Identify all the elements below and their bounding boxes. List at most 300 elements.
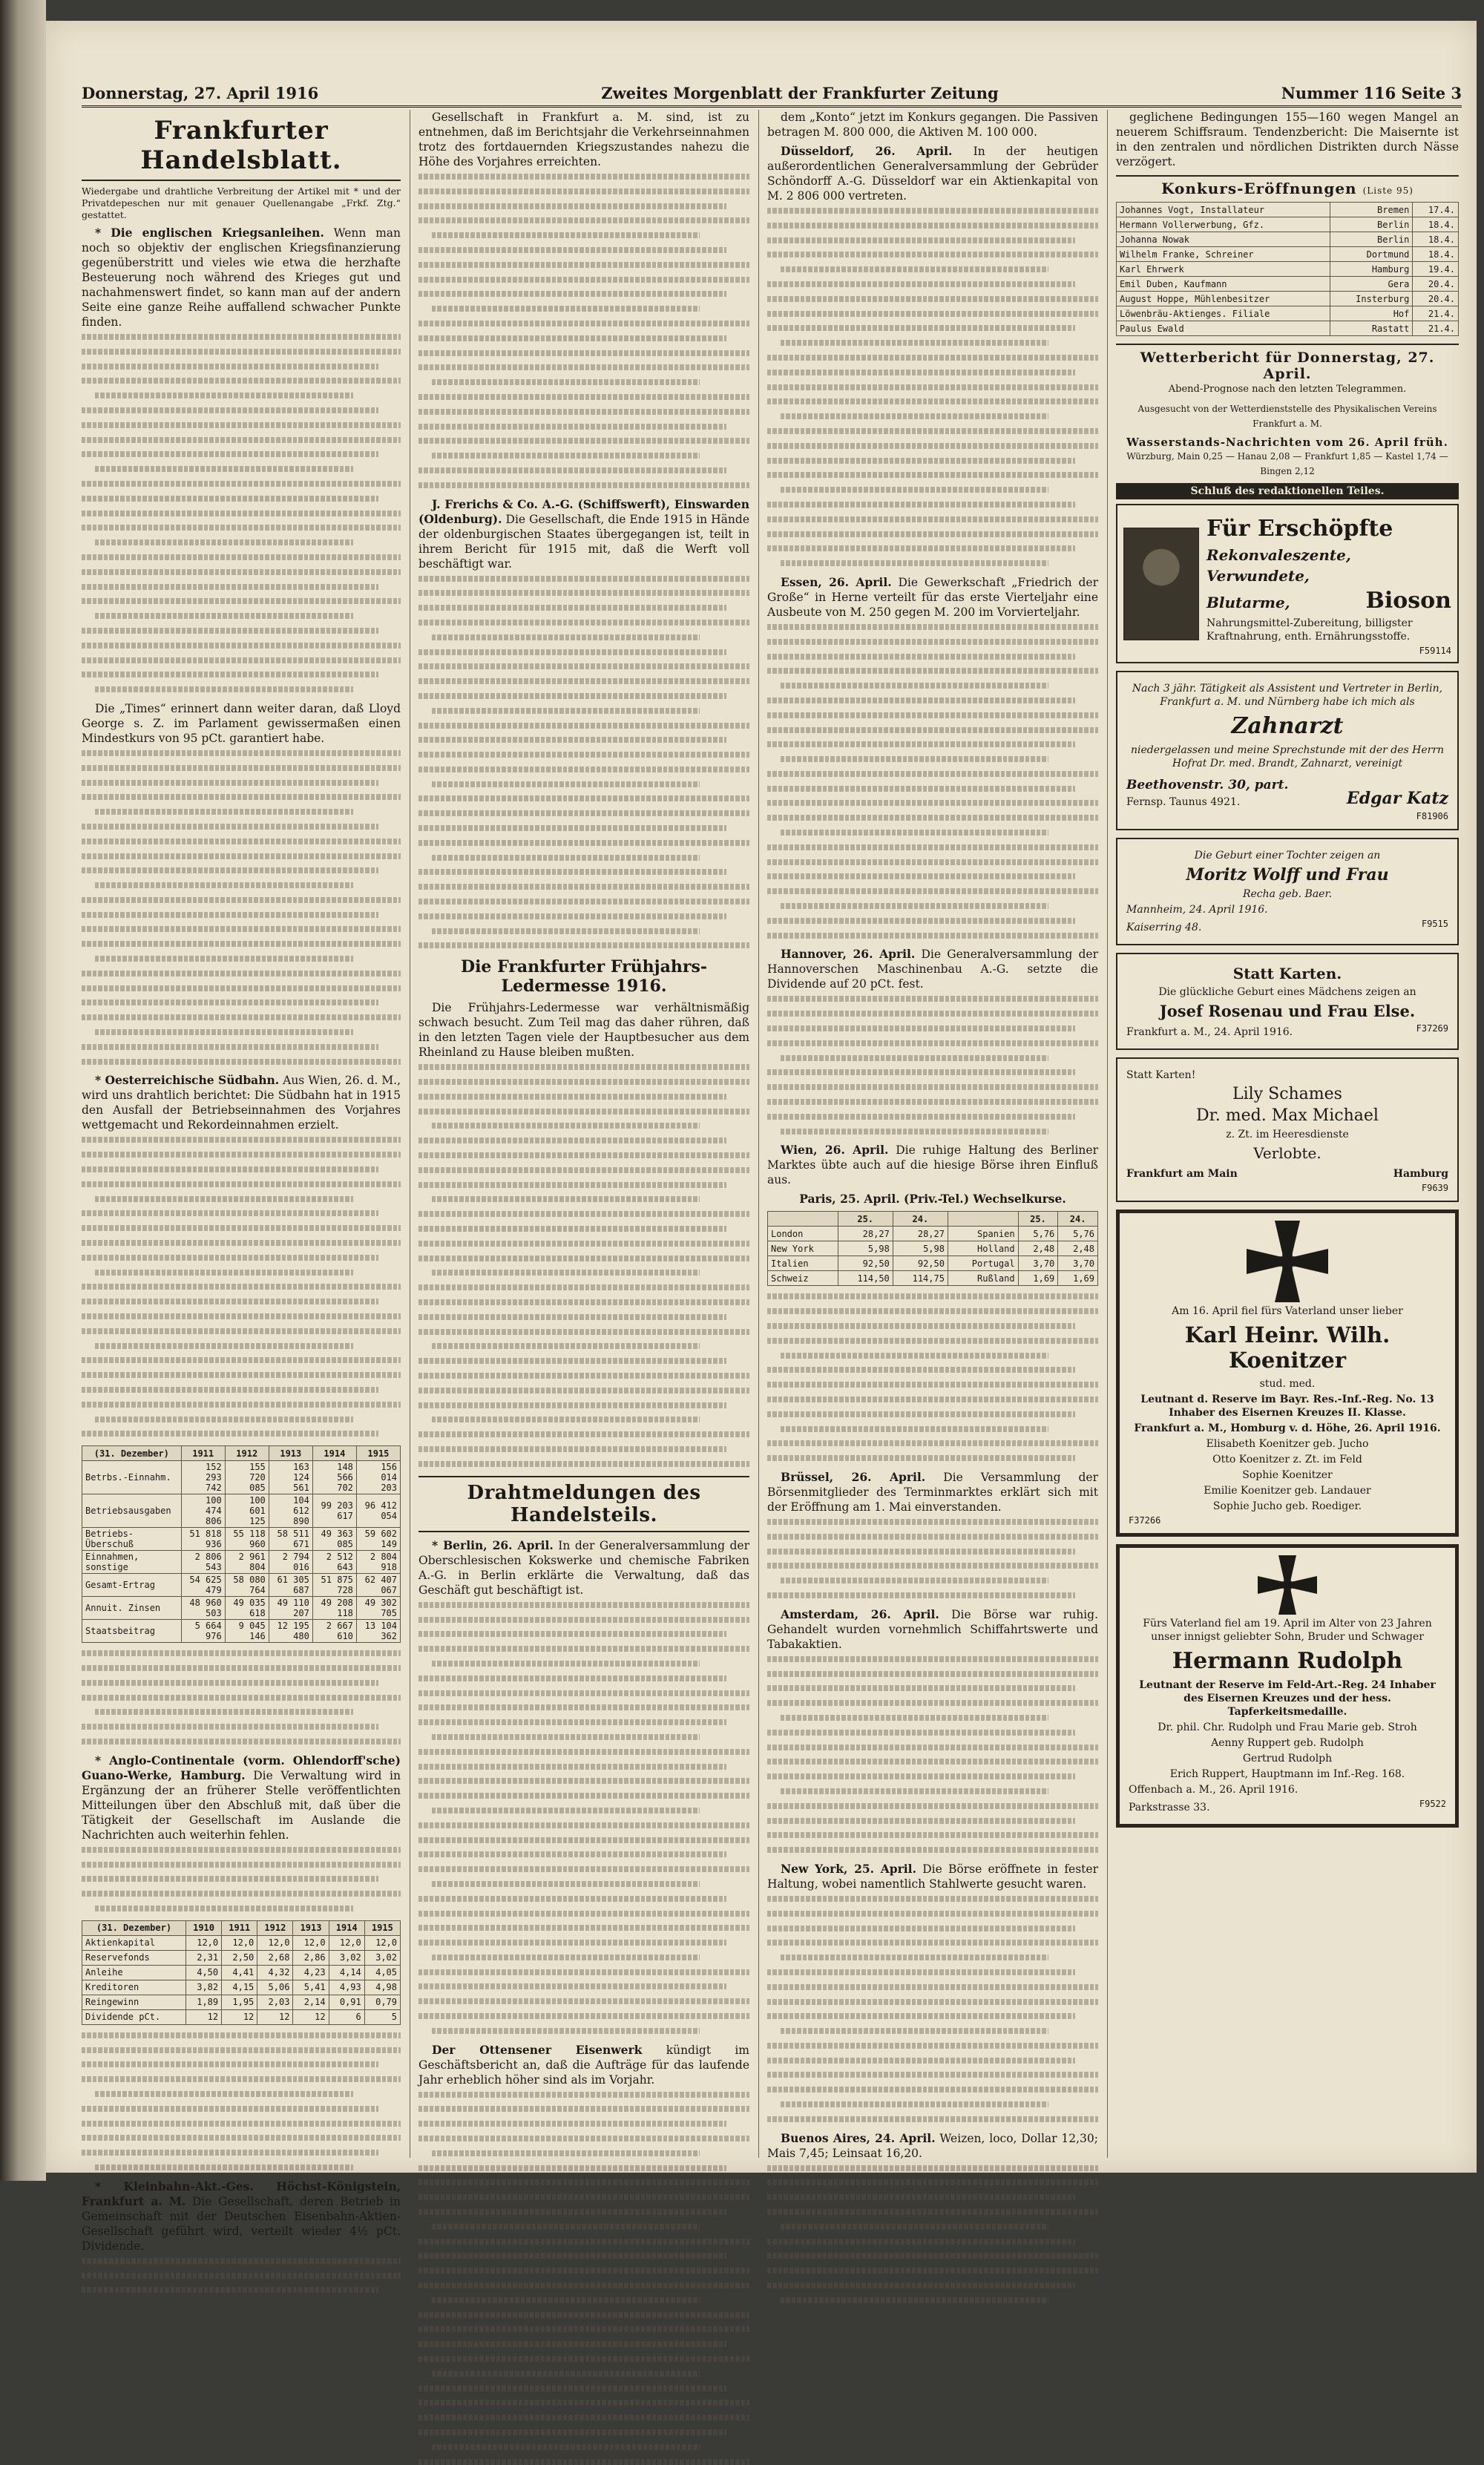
table-cell: 12,0	[257, 1935, 293, 1950]
table-cell: 2 667 610	[312, 1620, 356, 1643]
table-cell: 155 720 085	[225, 1461, 269, 1494]
article-headline: J. Frerichs & Co. A.-G. (Schiffswerft), Einswarden (Oldenburg).	[418, 496, 749, 526]
article-paragraph	[82, 1073, 401, 1132]
table-row	[1117, 306, 1459, 321]
article-paragraph	[767, 947, 1098, 991]
masthead-page: Nummer 116 Seite 3	[1281, 83, 1462, 102]
table-cell: 3,70	[1018, 1256, 1058, 1271]
table-cell: August Hoppe, Mühlenbesitzer	[1117, 292, 1330, 306]
table-cell: 4,50	[186, 1965, 221, 1980]
table-cell: 61 305 687	[269, 1574, 312, 1597]
article-text: Die Generalversammlung der Hannoverschen Maschinenbau A.-G. setzte die Dividende auf 20 pCt. fest.	[767, 948, 1098, 991]
table-cell: 49 208 118	[312, 1597, 356, 1620]
table-cell: Löwenbräu-Aktienges. Filiale	[1117, 306, 1330, 321]
text-block	[82, 2032, 401, 2170]
column-3	[767, 110, 1098, 2158]
bioson-ad	[1116, 504, 1459, 663]
engagement-announcement	[1116, 1057, 1459, 1202]
table-cell: 5,76	[1058, 1227, 1098, 1241]
table-cell: 100 601 125	[225, 1494, 269, 1528]
table-cell: 4,93	[329, 1980, 364, 1995]
table-cell: 19.4.	[1413, 262, 1459, 277]
table-cell: 163 124 561	[269, 1461, 312, 1494]
table-header-cell: 1915	[364, 1920, 400, 1935]
ad-name: Karl Heinr. Wilh. Koenitzer	[1184, 1322, 1391, 1373]
table-cell: 6	[329, 2009, 364, 2024]
table-cell: 5,98	[893, 1241, 948, 1256]
article-paragraph	[82, 2179, 401, 2254]
table-cell: 4,23	[293, 1965, 329, 1980]
table-cell: Paulus Ewald	[1117, 321, 1330, 336]
table-cell: Betriebs-Überschuß	[82, 1528, 182, 1551]
ad-code: F9522	[1419, 1799, 1446, 1809]
table-header-cell: 25.	[838, 1212, 893, 1227]
table-cell: 2,68	[257, 1950, 293, 1965]
table-header-cell: 24.	[893, 1212, 948, 1227]
table-cell: 12,0	[222, 1935, 257, 1950]
table-row	[768, 1271, 1098, 1286]
table-cell: Dividende pCt.	[82, 2009, 186, 2024]
weather-section	[1116, 344, 1459, 479]
table-cell: Johanna Nowak	[1117, 232, 1330, 247]
table-cell: Aktienkapital	[82, 1935, 186, 1950]
text-block	[767, 996, 1098, 1134]
article-headline: Amsterdam, 26. April.	[781, 1606, 939, 1621]
table-cell: 2 806 543	[181, 1551, 225, 1574]
article-paragraph	[767, 1607, 1098, 1652]
table-cell: 99 203 617	[312, 1494, 356, 1528]
article-headline: * Oesterreichische Südbahn.	[95, 1073, 280, 1088]
table-cell: 104 612 890	[269, 1494, 312, 1528]
article-paragraph	[767, 1862, 1098, 1891]
table-cell: Karl Ehrwerk	[1117, 262, 1330, 277]
table-cell: 3,82	[186, 1980, 221, 1995]
text-block	[82, 1137, 401, 1437]
table-cell: 0,79	[364, 1995, 400, 2009]
table-cell: Hof	[1330, 306, 1413, 321]
ad-text: Nach 3 jähr. Tätigkeit als Assistent und Vertreter in Berlin, Frankfurt a. M. und Nürnberg habe ich mich als	[1132, 683, 1443, 708]
ad-text: Am 16. April fiel fürs Vaterland unser lieber	[1172, 1305, 1403, 1317]
article-paragraph	[82, 226, 401, 329]
exchange-rate-table	[767, 1211, 1098, 1286]
table-cell: 12,0	[293, 1935, 329, 1950]
ad-rank: z. Zt. im Heeresdienste	[1226, 1129, 1349, 1140]
text-block	[418, 1602, 749, 2034]
table-header-cell: 1914	[329, 1920, 364, 1935]
article-headline: * Die englischen Kriegsanleihen.	[95, 226, 324, 240]
article-text: Wenn man noch so objektiv der englischen Kriegsfinanzierung gegenüberstritt und vieles wie etwa die herzhafte Besteuerung noch während des Krieges gut und nachahmenswert findet, so kann man auf der andern Seite eine ganze Reihe auffallend schwacher Punkte finden.	[82, 226, 401, 329]
ad-place: Offenbach a. M., 26. April 1916.	[1129, 1784, 1298, 1796]
table-cell: Emil Duben, Kaufmann	[1117, 277, 1330, 292]
ad-code: F37269	[1416, 1023, 1448, 1034]
article-paragraph	[767, 144, 1098, 203]
table-cell: Bremen	[1330, 203, 1413, 217]
table-cell: 156 014 203	[356, 1461, 400, 1494]
ad-family: Erich Ruppert, Hauptmann im Inf.-Reg. 168.	[1169, 1768, 1405, 1780]
table-header-cell: (31. Dezember)	[82, 1920, 186, 1935]
table-cell: 3,70	[1058, 1256, 1098, 1271]
table-cell: 1,69	[1058, 1271, 1098, 1286]
article-text: Die Versammlung der Börsenmitglieder des Terminmarktes erklärt sich mit der Eröffnung am 1. Mai einverstanden.	[767, 1470, 1098, 1514]
ad-text: Die Geburt einer Tochter zeigen an	[1194, 850, 1381, 861]
financial-table	[82, 1920, 401, 2025]
ad-text: Die glückliche Geburt eines Mädchens zeigen an	[1158, 986, 1416, 998]
konkurs-title: Konkurs-Eröffnungen	[1161, 180, 1357, 197]
table-cell: Gesamt-Ertrag	[82, 1574, 182, 1597]
table-header-row	[768, 1212, 1098, 1227]
table-cell: 0,91	[329, 1995, 364, 2009]
ad-family: Sophie Koenitzer	[1242, 1469, 1333, 1481]
table-cell: 5 664 976	[181, 1620, 225, 1643]
table-row	[1117, 232, 1459, 247]
table-cell: 21.4.	[1413, 306, 1459, 321]
table-cell: Anleihe	[82, 1965, 186, 1980]
editorial-end-banner: Schluß des redaktionellen Teiles.	[1116, 483, 1459, 499]
text-block	[82, 750, 401, 1065]
table-cell: 4,41	[222, 1965, 257, 1980]
table-header-row	[82, 1446, 401, 1461]
article-paragraph	[767, 2131, 1098, 2161]
table-header-cell: 1910	[186, 1920, 221, 1935]
ad-names: Moritz Wolff und Frau	[1186, 865, 1389, 884]
article-headline: Hannover, 26. April.	[781, 947, 916, 962]
article-paragraph	[767, 1470, 1098, 1514]
column-rule	[758, 110, 759, 2158]
table-cell: 2,50	[222, 1950, 257, 1965]
table-cell: Rußland	[948, 1271, 1018, 1286]
table-cell: 49 302 705	[356, 1597, 400, 1620]
table-cell: Gera	[1330, 277, 1413, 292]
table-cell: 1,69	[1018, 1271, 1058, 1286]
ad-line: Blutarme,	[1206, 594, 1290, 611]
table-row	[768, 1227, 1098, 1241]
article-text: Die ruhige Haltung des Berliner Marktes übte auch auf die hiesige Börse ihren Einfluß aus.	[767, 1143, 1098, 1187]
table-header-cell: 24.	[1058, 1212, 1098, 1227]
ad-code: F81906	[1416, 811, 1448, 821]
article-headline: Buenos Aires, 24. April.	[781, 2130, 936, 2145]
table-cell: Kreditoren	[82, 1980, 186, 1995]
article-text: Die Börse war ruhig. Gehandelt wurden vornehmlich Schiffahrtswerte und Tabakaktien.	[767, 1607, 1098, 1651]
ad-street: Parkstrasse 33.	[1129, 1802, 1210, 1814]
table-cell: 58 511 671	[269, 1528, 312, 1551]
table-cell: Betriebsausgaben	[82, 1494, 182, 1528]
text-block	[767, 208, 1098, 566]
ad-phone: Fernsp. Taunus 4921.	[1126, 796, 1241, 808]
article-headline: Wien, 26. April.	[781, 1143, 889, 1158]
table-cell: 4,14	[329, 1965, 364, 1980]
text-block	[418, 2092, 749, 2465]
table-row	[1117, 321, 1459, 336]
table-cell: 62 407 067	[356, 1574, 400, 1597]
ad-rank: Leutnant der Reserve im Feld-Art.-Reg. 24 Inhaber des Eisernen Kreuzes und der hess. Tapferkeitsmedaille.	[1139, 1679, 1436, 1718]
table-cell: 18.4.	[1413, 232, 1459, 247]
table-cell: Insterburg	[1330, 292, 1413, 306]
table-cell: 2 804 918	[356, 1551, 400, 1574]
ad-subtext: stud. med.	[1259, 1378, 1316, 1390]
ad-names: Josef Rosenau und Frau Else.	[1159, 1002, 1416, 1020]
article-paragraph: Die Frühjahrs-Ledermesse war verhältnismäßig schwach besucht. Zum Teil mag das daher rühren, daß in den letzten Tagen viele der Hauptbesucher aus dem Rheinland zu Hause bleiben mußten.	[418, 1001, 749, 1060]
table-cell: 28,27	[893, 1227, 948, 1241]
table-row	[1117, 262, 1459, 277]
table-cell: Reservefonds	[82, 1950, 186, 1965]
table-cell: Reingewinn	[82, 1995, 186, 2009]
table-cell: Schweiz	[768, 1271, 838, 1286]
table-cell: 2 961 804	[225, 1551, 269, 1574]
section-heading: Frankfurter Handelsblatt.	[82, 116, 401, 181]
table-row	[82, 1461, 401, 1494]
table-row	[1117, 203, 1459, 217]
article-text: Die Gewerkschaft „Friedrich der Große“ in Herne verteilt für das erste Vierteljahr eine Ausbeute von M. 250 gegen M. 200 im Vorvierteljahr.	[767, 575, 1098, 619]
table-header-cell: 1913	[269, 1446, 312, 1461]
table-row	[82, 1980, 401, 1995]
konkurs-subtitle: (Liste 95)	[1362, 186, 1414, 196]
text-block	[418, 174, 749, 488]
article-paragraph	[767, 1143, 1098, 1187]
ad-place: Mannheim, 24. April 1916.	[1126, 904, 1268, 916]
table-cell: 49 035 618	[225, 1597, 269, 1620]
konkurs-table	[1116, 202, 1459, 336]
table-cell: 2,14	[293, 1995, 329, 2009]
table-cell: 18.4.	[1413, 247, 1459, 262]
table-header-cell: 1912	[257, 1920, 293, 1935]
ad-title: Für Erschöpfte	[1206, 516, 1393, 542]
table-row	[82, 1574, 401, 1597]
table-cell: 49 363 085	[312, 1528, 356, 1551]
table-cell: 96 412 054	[356, 1494, 400, 1528]
article-paragraph	[767, 575, 1098, 620]
table-cell: 48 960 503	[181, 1597, 225, 1620]
table-cell: 2,48	[1018, 1241, 1058, 1256]
iron-cross-icon	[1247, 1221, 1328, 1302]
ad-code: F37266	[1129, 1515, 1161, 1526]
table-cell: 49 110 207	[269, 1597, 312, 1620]
ad-text: Fürs Vaterland fiel am 19. April im Alter von 23 Jahren unser innigst geliebter Sohn, Bruder und Schwager	[1143, 1618, 1432, 1643]
ad-line: Rekonvaleszente,	[1206, 546, 1351, 564]
text-block	[82, 334, 401, 692]
section-heading: Drahtmeldungen des Handelsteils.	[418, 1476, 749, 1532]
table-cell: 18.4.	[1413, 217, 1459, 232]
illustration-image	[1123, 528, 1199, 640]
copyright-note: Wiedergabe und drahtliche Verbreitung der Artikel mit * und der Privatdepeschen nur mit genauer Quellenangabe „Frkf. Ztg.“ gestattet.	[82, 186, 401, 220]
weather-title: Wetterbericht für Donnerstag, 27. April.	[1140, 349, 1435, 382]
table-cell: 28,27	[838, 1227, 893, 1241]
table-header-cell: 1914	[312, 1446, 356, 1461]
article-headline: Essen, 26. April.	[781, 574, 892, 589]
ad-small-print: Nahrungsmittel-Zubereitung, billigster Kraftnahrung, enth. Ernährungsstoffe.	[1206, 617, 1413, 643]
table-cell: New York	[768, 1241, 838, 1256]
article-headline: * Kleinbahn-Akt.-Ges. Höchst-Königstein, Frankfurt a. M.	[82, 2179, 401, 2208]
iron-cross-icon	[1258, 1555, 1317, 1615]
article-text: Die Gesellschaft, die Ende 1915 in Hände der oldenburgischen Staates übergegangen ist, teilt in ihrem Bericht für 1915 mit, daß die Werft voll beschäftigt war.	[418, 512, 749, 571]
table-cell: 92,50	[893, 1256, 948, 1271]
table-cell: 20.4.	[1413, 292, 1459, 306]
ad-rank: Leutnant d. Reserve im Bayr. Res.-Inf.-Reg. No. 13 Inhaber des Eisernen Kreuzes II. Klasse.	[1140, 1394, 1434, 1419]
column-1	[82, 110, 401, 2253]
ad-brand-row	[1206, 588, 1451, 614]
table-header-cell: 1912	[225, 1446, 269, 1461]
table-cell: 5	[364, 2009, 400, 2024]
table-cell: Hermann Vollerwerbung, Gfz.	[1117, 217, 1330, 232]
masthead-date: Donnerstag, 27. April 1916	[82, 83, 319, 102]
ad-street: Kaiserring 48.	[1126, 922, 1202, 933]
weather-source: Ausgesucht von der Wetterdienststelle des Physikalischen Vereins Frankfurt a. M.	[1137, 404, 1437, 429]
table-row	[768, 1241, 1098, 1256]
column-rule	[1107, 110, 1108, 2158]
table-cell: 2 794 016	[269, 1551, 312, 1574]
table-cell: 1,89	[186, 1995, 221, 2009]
table-cell: 4,05	[364, 1965, 400, 1980]
table-title: Paris, 25. April. (Priv.-Tel.) Wechselkurse.	[799, 1192, 1066, 1207]
table-cell: Betrbs.-Einnahm.	[82, 1461, 182, 1494]
text-block	[82, 1650, 401, 1744]
table-cell: Annuit. Zinsen	[82, 1597, 182, 1620]
table-cell: 2,86	[293, 1950, 329, 1965]
table-cell: 114,75	[893, 1271, 948, 1286]
article-paragraph: Gesellschaft in Frankfurt a. M. sind, ist zu entnehmen, daß im Berichtsjahr die Verkehrseinnahmen trotz des fortdauernden Kriegszustandes nahezu die Höhe des Vorjahres erreichten.	[418, 111, 749, 168]
table-cell: 4,15	[222, 1980, 257, 1995]
table-cell: Portugal	[948, 1256, 1018, 1271]
table-row	[768, 1256, 1098, 1271]
table-cell: Johannes Vogt, Installateur	[1117, 203, 1330, 217]
table-row	[82, 1528, 401, 1551]
table-cell: London	[768, 1227, 838, 1241]
text-block	[82, 2258, 401, 2294]
ad-title: Statt Karten.	[1232, 965, 1342, 982]
article-paragraph: Die „Times“ erinnert dann weiter daran, daß Lloyd George s. Z. im Parlament gewissermaßen einen Mindestkurs von 95 pCt. garantiert habe.	[82, 701, 401, 745]
konkurs-section	[1116, 175, 1459, 336]
table-cell: 12,0	[329, 1935, 364, 1950]
table-cell: 9 045 146	[225, 1620, 269, 1643]
article-headline: Brüssel, 26. April.	[781, 1469, 926, 1484]
text-block	[767, 624, 1098, 939]
table-row	[82, 1950, 401, 1965]
table-cell: 92,50	[838, 1256, 893, 1271]
column-2	[418, 110, 749, 2158]
ad-footer	[1129, 1799, 1446, 1816]
table-cell: 12,0	[364, 1935, 400, 1950]
table-cell: 2,48	[1058, 1241, 1098, 1256]
weather-subtitle: Abend-Prognose nach den letzten Telegrammen.	[1168, 384, 1407, 395]
water-levels: Würzburg, Main 0,25 — Hanau 2,08 — Frankfurt 1,85 — Kastel 1,74 — Bingen 2,12	[1126, 451, 1448, 476]
article-paragraph	[418, 2043, 749, 2087]
table-header-cell: 1911	[222, 1920, 257, 1935]
ad-family: Otto Koenitzer z. Zt. im Feld	[1212, 1454, 1362, 1465]
article-headline: * Berlin, 26. April.	[432, 1537, 554, 1552]
ad-title: Statt Karten!	[1126, 1069, 1196, 1081]
column-4	[1116, 110, 1459, 2158]
table-header-cell: 25.	[1018, 1212, 1058, 1227]
article-text: Die Verwaltung wird in Ergänzung der an früherer Stelle veröffentlichten Mitteilungen über den Abschluß mit, daß über die Tätigkeit der Gesellschaft im Auslande die Nachrichten auch weiterhin fehlen.	[82, 1768, 401, 1842]
table-header-row	[82, 1920, 401, 1935]
previous-page-edge	[0, 0, 46, 2181]
ad-footer	[1126, 1023, 1448, 1041]
dentist-ad	[1116, 671, 1459, 830]
table-cell: 12	[293, 2009, 329, 2024]
article-text: In der heutigen außerordentlichen Generalversammlung der Gebrüder Schöndorff A.-G. Düsseldorf war ein Aktienkapital von M. 2 806 000 vertreten.	[767, 145, 1098, 203]
table-cell: 17.4.	[1413, 203, 1459, 217]
table-row	[1117, 277, 1459, 292]
article-text: Die Gesellschaft, deren Betrieb in Gemeinschaft mit der Deutschen Eisenbahn-Aktien-Gesellschaft geführt wird, verteilt wieder 4½ pCt. Dividende.	[82, 2194, 401, 2253]
table-cell: 5,41	[293, 1980, 329, 1995]
table-cell: 54 625 479	[181, 1574, 225, 1597]
table-cell: Rastatt	[1330, 321, 1413, 336]
table-cell: 21.4.	[1413, 321, 1459, 336]
table-cell: Berlin	[1330, 232, 1413, 247]
table-row	[82, 1935, 401, 1950]
table-header-cell	[768, 1212, 838, 1227]
article-headline: Düsseldorf, 26. April.	[781, 144, 953, 158]
article-paragraph: dem „Konto“ jetzt im Konkurs gegangen. Die Passiven betragen M. 800 000, die Aktiven M. 100 000.	[767, 111, 1098, 139]
ad-status: Verlobte.	[1253, 1144, 1322, 1162]
table-cell: 3,02	[364, 1950, 400, 1965]
table-cell: 51 818 936	[181, 1528, 225, 1551]
bioson-ad-body	[1206, 511, 1451, 656]
ad-footer	[1126, 1165, 1448, 1183]
water-title: Wasserstands-Nachrichten vom 26. April früh.	[1126, 436, 1448, 449]
table-header-cell: 1911	[181, 1446, 225, 1461]
ad-place: Frankfurt a. M., 24. April 1916.	[1126, 1026, 1293, 1038]
ad-title: Zahnarzt	[1231, 713, 1344, 739]
table-cell: Dortmund	[1330, 247, 1413, 262]
table-cell: 59 602 149	[356, 1528, 400, 1551]
article-text: kündigt im Geschäftsbericht an, daß die Aufträge für das laufende Jahr erheblich höher sind als im Vorjahr.	[418, 2043, 749, 2087]
table-row	[82, 1597, 401, 1620]
table-cell: 2,03	[257, 1995, 293, 2009]
ad-address: Beethovenstr. 30, part.	[1126, 778, 1289, 792]
newspaper-page	[46, 21, 1477, 2253]
article-headline: New York, 25. April.	[781, 1861, 916, 1876]
konkurs-heading	[1116, 180, 1459, 197]
text-block	[767, 1656, 1098, 1853]
ad-text: niedergelassen und meine Sprechstunde mit der des Herrn Hofrat Dr. med. Brandt, Zahnarzt, vereinigt	[1130, 744, 1445, 769]
table-cell: 5,06	[257, 1980, 293, 1995]
table-cell: 2 512 643	[312, 1551, 356, 1574]
table-cell: 55 118 960	[225, 1528, 269, 1551]
table-cell: 152 293 742	[181, 1461, 225, 1494]
ad-family: Aenny Ruppert geb. Rudolph	[1211, 1737, 1364, 1749]
ad-family: Sophie Jucho geb. Roediger.	[1212, 1500, 1362, 1512]
obituary	[1116, 1544, 1459, 1828]
ad-subtext: Recha geb. Baer.	[1242, 888, 1333, 900]
table-row	[82, 1494, 401, 1528]
article-paragraph	[418, 1538, 749, 1598]
table-cell: Spanien	[948, 1227, 1018, 1241]
text-block	[767, 1896, 1098, 2122]
masthead	[82, 83, 1462, 108]
table-cell: 13 104 362	[356, 1620, 400, 1643]
ad-line: Verwundete,	[1206, 567, 1310, 585]
birth-announcement	[1116, 953, 1459, 1050]
table-cell: 20.4.	[1413, 277, 1459, 292]
article-text: In der Generalversammlung der Oberschlesischen Kokswerke und chemische Fabriken A.-G. in Berlin erklärte die Verwaltung, daß das Geschäft gut beschäftigt ist.	[418, 1538, 749, 1597]
table-row	[82, 2009, 401, 2024]
table-cell: Wilhelm Franke, Schreiner	[1117, 247, 1330, 262]
table-cell: 12	[222, 2009, 257, 2024]
ad-family: Elisabeth Koenitzer geb. Jucho	[1206, 1438, 1369, 1450]
ad-place: Frankfurt a. M., Homburg v. d. Höhe, 26. April 1916.	[1134, 1422, 1441, 1434]
article-text: Weizen, loco, Dollar 12,30; Mais 7,45; Leinsaat 16,20.	[767, 2131, 1098, 2160]
article-paragraph: geglichene Bedingungen 155—160 wegen Mangel an neuerem Schiffsraum. Tendenzbericht: Die Maisernte ist in den zentralen und nördlichen Distrikten durch Nässe verzögert.	[1116, 111, 1459, 168]
text-block	[767, 1293, 1098, 1461]
table-header-cell	[948, 1212, 1018, 1227]
masthead-paper: Zweites Morgenblatt der Frankfurter Zeitung	[601, 83, 999, 102]
ad-name: Lily Schames	[1232, 1085, 1342, 1103]
table-cell: 12,0	[186, 1935, 221, 1950]
ad-name: Dr. med. Max Michael	[1196, 1106, 1379, 1125]
table-cell: 12	[186, 2009, 221, 2024]
table-cell: 100 474 806	[181, 1494, 225, 1528]
ad-code: F9515	[1421, 919, 1448, 929]
